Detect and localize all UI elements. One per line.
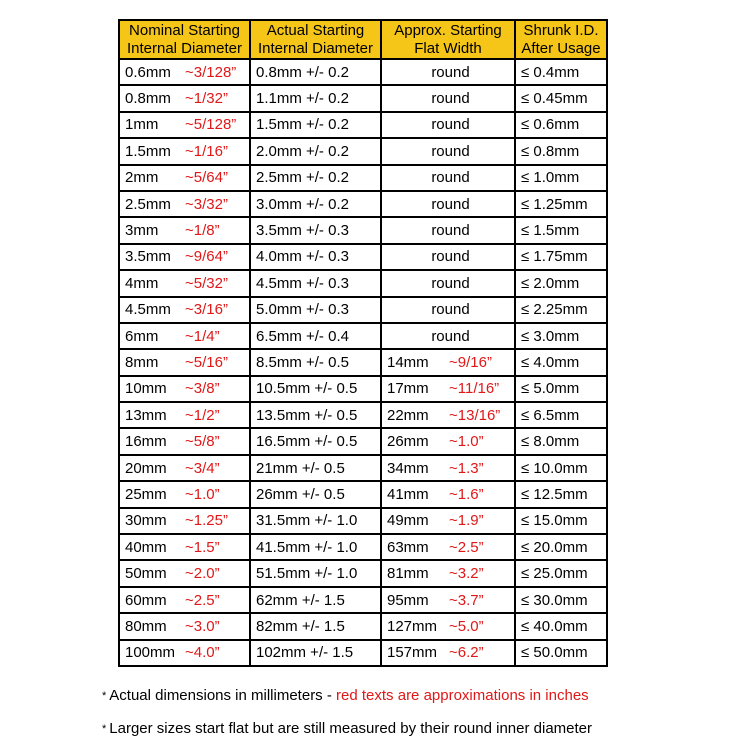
- cell-shrunk: ≤ 10.0mm: [515, 455, 607, 481]
- nominal-inches: ~1/4”: [185, 327, 220, 345]
- header-line: Internal Diameter: [126, 39, 243, 57]
- header-line: Approx. Starting: [394, 21, 502, 39]
- flat-inches: ~3.7”: [449, 591, 484, 609]
- cell-shrunk: ≤ 1.0mm: [515, 165, 607, 191]
- cell-actual: 21mm +/- 0.5: [250, 455, 381, 481]
- table-row: [119, 402, 607, 428]
- cell-shrunk: ≤ 1.25mm: [515, 191, 607, 217]
- flat-inches: ~1.6”: [449, 485, 484, 503]
- nominal-inches: ~1.0”: [185, 485, 220, 503]
- asterisk: *: [102, 723, 107, 735]
- cell-nominal: [119, 297, 250, 323]
- flat-mm: 81mm: [387, 565, 429, 583]
- cell-nominal: [119, 534, 250, 560]
- nominal-inches: ~1.25”: [185, 512, 228, 530]
- cell-shrunk: ≤ 30.0mm: [515, 587, 607, 613]
- cell-flat-width: round: [381, 244, 515, 270]
- cell-flat-width: [381, 587, 515, 613]
- flat-mm: 41mm: [387, 485, 429, 503]
- header-shrunk-id: [515, 20, 607, 59]
- cell-shrunk: ≤ 0.8mm: [515, 138, 607, 164]
- cell-flat-width: round: [381, 165, 515, 191]
- cell-actual: 4.0mm +/- 0.3: [250, 244, 381, 270]
- cell-actual: 82mm +/- 1.5: [250, 613, 381, 639]
- cell-nominal: [119, 587, 250, 613]
- cell-actual: 6.5mm +/- 0.4: [250, 323, 381, 349]
- cell-nominal: [119, 323, 250, 349]
- nominal-mm: 3mm: [125, 222, 159, 240]
- cell-flat-width: [381, 613, 515, 639]
- flat-inches: ~9/16”: [449, 353, 492, 371]
- table-row: [119, 59, 607, 85]
- table-row: [119, 376, 607, 402]
- flat-inches: ~6.2”: [449, 644, 484, 662]
- nominal-mm: 40mm: [125, 538, 167, 556]
- cell-actual: 8.5mm +/- 0.5: [250, 349, 381, 375]
- nominal-inches: ~1/32”: [185, 90, 228, 108]
- table-row: [119, 138, 607, 164]
- nominal-inches: ~5/32”: [185, 274, 228, 292]
- cell-flat-width: round: [381, 112, 515, 138]
- cell-actual: 31.5mm +/- 1.0: [250, 508, 381, 534]
- size-chart-table: [118, 19, 608, 667]
- flat-mm: 157mm: [387, 644, 438, 662]
- flat-mm: 95mm: [387, 591, 429, 609]
- flat-inches: ~1.3”: [449, 459, 484, 477]
- cell-nominal: [119, 560, 250, 586]
- cell-nominal: [119, 165, 250, 191]
- cell-shrunk: ≤ 0.6mm: [515, 112, 607, 138]
- nominal-mm: 0.8mm: [125, 90, 171, 108]
- cell-shrunk: ≤ 1.75mm: [515, 244, 607, 270]
- nominal-inches: ~1/8”: [185, 222, 220, 240]
- nominal-inches: ~1/2”: [185, 406, 220, 424]
- cell-flat-width: [381, 376, 515, 402]
- cell-shrunk: ≤ 0.4mm: [515, 59, 607, 85]
- table-row: [119, 112, 607, 138]
- cell-actual: 16.5mm +/- 0.5: [250, 428, 381, 454]
- header-line: Internal Diameter: [257, 39, 374, 57]
- footnote-inches: [102, 687, 589, 704]
- nominal-mm: 4mm: [125, 274, 159, 292]
- cell-actual: 1.5mm +/- 0.2: [250, 112, 381, 138]
- flat-inches: ~1.0”: [449, 433, 484, 451]
- nominal-inches: ~1/16”: [185, 142, 228, 160]
- table-row: [119, 613, 607, 639]
- header-nominal-id: [119, 20, 250, 59]
- flat-mm: 34mm: [387, 459, 429, 477]
- table-row: [119, 587, 607, 613]
- table-row: [119, 640, 607, 666]
- nominal-inches: ~3/128”: [185, 63, 237, 81]
- cell-shrunk: ≤ 1.5mm: [515, 217, 607, 243]
- header-actual-id: [250, 20, 381, 59]
- flat-inches: ~1.9”: [449, 512, 484, 530]
- footnote-text: Larger sizes start flat but are still measured by their round inner diameter: [109, 720, 593, 737]
- cell-actual: 26mm +/- 0.5: [250, 481, 381, 507]
- flat-inches: ~5.0”: [449, 617, 484, 635]
- nominal-mm: 30mm: [125, 512, 167, 530]
- cell-flat-width: [381, 455, 515, 481]
- table-row: [119, 85, 607, 111]
- nominal-mm: 8mm: [125, 353, 159, 371]
- cell-actual: 51.5mm +/- 1.0: [250, 560, 381, 586]
- table-row: [119, 455, 607, 481]
- flat-mm: 26mm: [387, 433, 429, 451]
- nominal-mm: 2mm: [125, 169, 159, 187]
- cell-flat-width: round: [381, 297, 515, 323]
- cell-shrunk: ≤ 40.0mm: [515, 613, 607, 639]
- cell-shrunk: ≤ 15.0mm: [515, 508, 607, 534]
- nominal-inches: ~3/16”: [185, 301, 228, 319]
- nominal-inches: ~5/16”: [185, 353, 228, 371]
- table-header-row: [119, 20, 607, 59]
- footnote-text: Actual dimensions in millimeters -: [109, 687, 337, 704]
- cell-nominal: [119, 191, 250, 217]
- cell-flat-width: [381, 640, 515, 666]
- cell-nominal: [119, 85, 250, 111]
- table-row: [119, 481, 607, 507]
- cell-actual: 3.5mm +/- 0.3: [250, 217, 381, 243]
- nominal-mm: 16mm: [125, 433, 167, 451]
- table-row: [119, 244, 607, 270]
- cell-actual: 2.0mm +/- 0.2: [250, 138, 381, 164]
- cell-actual: 3.0mm +/- 0.2: [250, 191, 381, 217]
- cell-flat-width: round: [381, 191, 515, 217]
- cell-actual: 41.5mm +/- 1.0: [250, 534, 381, 560]
- cell-shrunk: ≤ 12.5mm: [515, 481, 607, 507]
- cell-nominal: [119, 217, 250, 243]
- cell-actual: 4.5mm +/- 0.3: [250, 270, 381, 296]
- flat-mm: 14mm: [387, 353, 429, 371]
- table-row: [119, 217, 607, 243]
- flat-inches: ~3.2”: [449, 565, 484, 583]
- nominal-mm: 1.5mm: [125, 142, 171, 160]
- cell-flat-width: round: [381, 217, 515, 243]
- cell-nominal: [119, 138, 250, 164]
- nominal-mm: 100mm: [125, 644, 176, 662]
- cell-nominal: [119, 244, 250, 270]
- nominal-mm: 25mm: [125, 485, 167, 503]
- table-row: [119, 297, 607, 323]
- header-line: Flat Width: [414, 39, 482, 57]
- nominal-mm: 4.5mm: [125, 301, 171, 319]
- cell-shrunk: ≤ 4.0mm: [515, 349, 607, 375]
- flat-mm: 17mm: [387, 380, 429, 398]
- cell-nominal: [119, 428, 250, 454]
- table-row: [119, 323, 607, 349]
- table-row: [119, 560, 607, 586]
- cell-flat-width: [381, 349, 515, 375]
- table-row: [119, 191, 607, 217]
- nominal-mm: 60mm: [125, 591, 167, 609]
- header-line: Nominal Starting: [129, 21, 240, 39]
- flat-inches: ~11/16”: [449, 380, 500, 398]
- cell-flat-width: [381, 428, 515, 454]
- cell-shrunk: ≤ 6.5mm: [515, 402, 607, 428]
- cell-nominal: [119, 402, 250, 428]
- cell-flat-width: round: [381, 85, 515, 111]
- table-row: [119, 508, 607, 534]
- cell-nominal: [119, 613, 250, 639]
- table-row: [119, 165, 607, 191]
- cell-actual: 102mm +/- 1.5: [250, 640, 381, 666]
- table-row: [119, 534, 607, 560]
- cell-nominal: [119, 112, 250, 138]
- footnote-red-text: red texts are approximations in inches: [336, 687, 589, 704]
- flat-inches: ~2.5”: [449, 538, 484, 556]
- nominal-mm: 13mm: [125, 406, 167, 424]
- cell-flat-width: [381, 481, 515, 507]
- cell-flat-width: round: [381, 59, 515, 85]
- nominal-mm: 3.5mm: [125, 248, 171, 266]
- nominal-inches: ~3/8”: [185, 380, 220, 398]
- table-body: [119, 59, 607, 666]
- nominal-inches: ~1.5”: [185, 538, 220, 556]
- asterisk: *: [102, 690, 107, 702]
- cell-shrunk: ≤ 20.0mm: [515, 534, 607, 560]
- nominal-inches: ~2.0”: [185, 565, 220, 583]
- nominal-mm: 0.6mm: [125, 63, 171, 81]
- nominal-mm: 2.5mm: [125, 195, 171, 213]
- nominal-mm: 1mm: [125, 116, 159, 134]
- flat-inches: ~13/16”: [449, 406, 501, 424]
- cell-actual: 5.0mm +/- 0.3: [250, 297, 381, 323]
- flat-mm: 22mm: [387, 406, 429, 424]
- cell-shrunk: ≤ 50.0mm: [515, 640, 607, 666]
- cell-flat-width: [381, 534, 515, 560]
- header-line: After Usage: [521, 39, 601, 57]
- header-flat-width: [381, 20, 515, 59]
- cell-actual: 1.1mm +/- 0.2: [250, 85, 381, 111]
- nominal-inches: ~9/64”: [185, 248, 228, 266]
- cell-flat-width: [381, 402, 515, 428]
- nominal-inches: ~5/8”: [185, 433, 220, 451]
- cell-flat-width: [381, 508, 515, 534]
- nominal-inches: ~5/64”: [185, 169, 228, 187]
- footnote-flat: [102, 720, 592, 737]
- flat-mm: 63mm: [387, 538, 429, 556]
- table-row: [119, 428, 607, 454]
- nominal-inches: ~5/128”: [185, 116, 237, 134]
- cell-actual: 62mm +/- 1.5: [250, 587, 381, 613]
- cell-flat-width: round: [381, 323, 515, 349]
- header-line: Actual Starting: [266, 21, 365, 39]
- flat-mm: 127mm: [387, 617, 438, 635]
- cell-shrunk: ≤ 2.0mm: [515, 270, 607, 296]
- nominal-inches: ~3/32”: [185, 195, 228, 213]
- cell-flat-width: round: [381, 138, 515, 164]
- cell-shrunk: ≤ 5.0mm: [515, 376, 607, 402]
- nominal-mm: 20mm: [125, 459, 167, 477]
- cell-nominal: [119, 349, 250, 375]
- cell-actual: 2.5mm +/- 0.2: [250, 165, 381, 191]
- table-row: [119, 349, 607, 375]
- cell-actual: 13.5mm +/- 0.5: [250, 402, 381, 428]
- nominal-mm: 10mm: [125, 380, 167, 398]
- cell-nominal: [119, 508, 250, 534]
- cell-nominal: [119, 455, 250, 481]
- cell-nominal: [119, 376, 250, 402]
- cell-flat-width: [381, 560, 515, 586]
- cell-shrunk: ≤ 3.0mm: [515, 323, 607, 349]
- cell-actual: 0.8mm +/- 0.2: [250, 59, 381, 85]
- cell-actual: 10.5mm +/- 0.5: [250, 376, 381, 402]
- nominal-mm: 80mm: [125, 617, 167, 635]
- table-row: [119, 270, 607, 296]
- cell-shrunk: ≤ 2.25mm: [515, 297, 607, 323]
- cell-nominal: [119, 640, 250, 666]
- nominal-inches: ~3/4”: [185, 459, 220, 477]
- cell-shrunk: ≤ 0.45mm: [515, 85, 607, 111]
- cell-flat-width: round: [381, 270, 515, 296]
- flat-mm: 49mm: [387, 512, 429, 530]
- nominal-inches: ~4.0”: [185, 644, 220, 662]
- cell-nominal: [119, 481, 250, 507]
- header-line: Shrunk I.D.: [523, 21, 599, 39]
- cell-shrunk: ≤ 25.0mm: [515, 560, 607, 586]
- cell-nominal: [119, 270, 250, 296]
- cell-nominal: [119, 59, 250, 85]
- nominal-inches: ~3.0”: [185, 617, 220, 635]
- nominal-mm: 50mm: [125, 565, 167, 583]
- cell-shrunk: ≤ 8.0mm: [515, 428, 607, 454]
- nominal-inches: ~2.5”: [185, 591, 220, 609]
- nominal-mm: 6mm: [125, 327, 159, 345]
